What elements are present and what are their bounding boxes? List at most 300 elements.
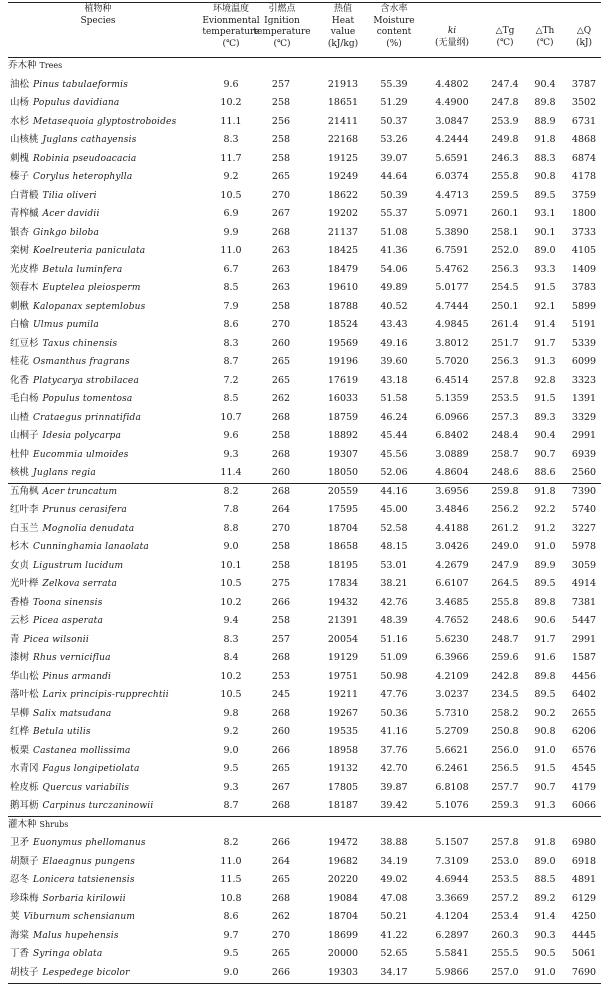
cell-hv: 19125	[327, 152, 359, 164]
cell-hv: 18704	[327, 522, 359, 534]
species-cn: 白玉兰	[10, 522, 39, 534]
cell-tg: 259.8	[491, 485, 519, 497]
cell-t: 10.2	[220, 670, 242, 682]
cell-ki: 4.8604	[435, 467, 469, 478]
header-tg: △Tg (℃)	[495, 26, 515, 48]
cell-t: 9.5	[223, 948, 239, 959]
cell-t: 10.8	[220, 892, 242, 904]
cell-ig: 268	[271, 652, 291, 663]
cell-ig: 265	[271, 874, 291, 885]
species-cn: 华山松	[10, 670, 39, 682]
table-row	[8, 353, 601, 372]
cell-th: 89.5	[534, 578, 556, 589]
species-cell	[10, 945, 102, 964]
header-ignition: 引燃点 Ignition temperature (℃)	[253, 4, 311, 49]
section-title-cn: 乔木种	[8, 60, 37, 71]
species-cell	[10, 927, 119, 946]
cell-t: 8.6	[223, 319, 239, 330]
species-latin: Idesia polycarpa	[42, 431, 122, 441]
species-cn: 光皮桦	[10, 263, 39, 275]
cell-mc: 45.56	[380, 448, 408, 460]
cell-hv: 19132	[327, 763, 359, 774]
table-row	[8, 742, 601, 761]
cell-hv: 18187	[327, 800, 359, 811]
cell-th: 91.7	[534, 337, 556, 349]
cell-ki: 4.7652	[435, 615, 469, 626]
cell-hv: 18524	[327, 319, 359, 330]
cell-mc: 51.16	[380, 633, 408, 645]
cell-q: 6099	[571, 356, 597, 367]
cell-mc: 41.22	[380, 929, 408, 941]
cell-tg: 258.1	[491, 226, 519, 238]
cell-hv: 19129	[327, 652, 359, 663]
table-row	[8, 464, 601, 483]
species-cell	[10, 316, 99, 335]
cell-ig: 270	[271, 189, 291, 201]
cell-hv: 19084	[327, 892, 359, 904]
cell-ki: 6.3966	[435, 652, 469, 663]
table-row	[8, 927, 601, 946]
cell-mc: 48.15	[380, 541, 408, 552]
cell-tg: 261.2	[491, 522, 519, 534]
cell-t: 8.2	[223, 837, 239, 848]
cell-ig: 260	[271, 726, 291, 737]
cell-ig: 258	[271, 430, 291, 441]
species-cell	[10, 427, 121, 446]
cell-q: 6066	[571, 800, 597, 811]
species-cn: 杜仲	[10, 448, 30, 460]
species-cell	[10, 279, 141, 298]
cell-ki: 5.1076	[435, 800, 469, 811]
cell-q: 3787	[571, 78, 597, 90]
species-latin: Tilia oliveri	[42, 190, 97, 201]
cell-t: 6.7	[223, 263, 239, 275]
table-row	[8, 261, 601, 280]
cell-tg: 248.7	[491, 633, 519, 645]
cell-tg: 259.5	[491, 189, 519, 201]
cell-tg: 234.5	[491, 689, 519, 700]
cell-mc: 38.21	[380, 578, 408, 589]
cell-ig: 268	[271, 411, 291, 423]
species-cell	[10, 76, 128, 95]
cell-tg: 255.8	[491, 596, 519, 608]
cell-ig: 270	[271, 522, 291, 534]
species-latin: Juglans cathayensis	[42, 135, 137, 145]
cell-ki: 4.1204	[435, 911, 469, 922]
cell-q: 3759	[571, 189, 597, 201]
table-row	[8, 964, 601, 983]
cell-ig: 267	[271, 208, 291, 219]
species-cell	[10, 890, 126, 909]
cell-mc: 47.76	[380, 689, 408, 700]
cell-q: 5061	[571, 948, 597, 959]
table-row	[8, 575, 601, 594]
cell-th: 89.2	[534, 892, 556, 904]
cell-mc: 50.37	[380, 115, 408, 127]
cell-q: 4868	[571, 134, 597, 145]
cell-ig: 266	[271, 837, 291, 848]
species-cn: 珍珠梅	[10, 892, 39, 904]
cell-q: 3059	[571, 559, 597, 571]
cell-t: 9.0	[223, 541, 239, 552]
cell-ki: 3.4685	[435, 596, 469, 608]
species-cn: 刺槐	[10, 152, 30, 164]
cell-th: 90.5	[534, 948, 556, 959]
cell-tg: 257.7	[491, 781, 519, 793]
cell-hv: 18892	[327, 430, 359, 441]
cell-ig: 265	[271, 356, 291, 367]
cell-tg: 253.9	[491, 115, 519, 127]
cell-hv: 20220	[327, 874, 359, 885]
cell-ki: 5.6621	[435, 744, 469, 756]
cell-mc: 49.02	[380, 874, 408, 885]
cell-t: 11.4	[220, 467, 242, 478]
cell-q: 5339	[571, 337, 597, 349]
cell-t: 8.7	[223, 356, 239, 367]
cell-mc: 42.76	[380, 596, 408, 608]
section-title-cn: 灌木种	[8, 818, 37, 830]
table-row	[8, 723, 601, 742]
cell-ki: 7.3109	[435, 855, 469, 867]
cell-th: 93.3	[534, 263, 556, 275]
cell-mc: 52.06	[380, 467, 408, 478]
cell-ki: 4.4802	[435, 78, 469, 90]
cell-ki: 5.5841	[435, 948, 469, 959]
species-cn: 领春木	[10, 282, 39, 293]
cell-ig: 260	[271, 337, 291, 349]
table-row	[8, 76, 601, 95]
cell-ig: 265	[271, 948, 291, 959]
cell-mc: 45.44	[380, 430, 408, 441]
species-latin: Corylus heterophylla	[33, 172, 133, 182]
cell-mc: 45.00	[380, 504, 408, 515]
species-latin: Taxus chinensis	[42, 338, 118, 349]
species-cell	[10, 686, 169, 705]
cell-ig: 270	[271, 929, 291, 941]
cell-tg: 250.1	[491, 300, 519, 312]
cell-ig: 265	[271, 374, 291, 386]
species-cell	[10, 261, 122, 280]
species-cn: 毛白杨	[10, 393, 39, 404]
cell-tg: 253.5	[491, 393, 519, 404]
cell-ki: 5.3890	[435, 226, 469, 238]
table-row	[8, 705, 601, 724]
cell-mc: 51.08	[380, 226, 408, 238]
cell-th: 91.5	[534, 763, 556, 774]
cell-t: 10.5	[220, 689, 242, 700]
cell-q: 4456	[571, 670, 597, 682]
species-cn: 白榆	[10, 319, 30, 330]
cell-hv: 18658	[327, 541, 359, 552]
cell-t: 8.4	[223, 652, 239, 663]
cell-t: 11.5	[220, 874, 242, 885]
cell-ki: 4.4900	[435, 97, 469, 108]
cell-ki: 5.7020	[435, 356, 469, 367]
table-row	[8, 224, 601, 243]
species-cell	[10, 224, 99, 243]
table-row	[8, 205, 601, 224]
cell-mc: 41.16	[380, 726, 408, 737]
table-row	[8, 631, 601, 650]
cell-ki: 6.0374	[435, 171, 469, 182]
species-cn: 核桃	[10, 467, 30, 478]
cell-mc: 43.43	[380, 319, 408, 330]
cell-t: 11.7	[220, 152, 242, 164]
header-moisture: 含水率 Moisture content (%)	[373, 4, 415, 49]
species-latin: Zelkova serrata	[42, 579, 118, 589]
species-latin: Ulmus pumila	[33, 320, 99, 330]
cell-tg: 255.8	[491, 171, 519, 182]
cell-t: 8.3	[223, 337, 239, 349]
cell-hv: 19202	[327, 208, 359, 219]
cell-hv: 19249	[327, 171, 359, 182]
species-cn: 银杏	[10, 226, 30, 238]
cell-ig: 268	[271, 800, 291, 811]
species-cn: 漆树	[10, 652, 30, 663]
cell-ig: 266	[271, 596, 291, 608]
cell-hv: 21913	[327, 78, 359, 90]
cell-hv: 18425	[327, 245, 359, 256]
species-cell	[10, 797, 153, 816]
species-cell	[10, 113, 176, 132]
cell-th: 91.2	[534, 522, 556, 534]
table-row	[8, 187, 601, 206]
cell-t: 9.0	[223, 744, 239, 756]
table-row	[8, 779, 601, 798]
cell-th: 89.8	[534, 97, 556, 108]
species-cn: 红桦	[10, 726, 30, 737]
species-latin: Malus hupehensis	[33, 930, 119, 941]
cell-th: 91.5	[534, 282, 556, 293]
species-cell	[10, 871, 135, 890]
cell-t: 9.2	[223, 171, 239, 182]
species-cn: 白背椴	[10, 189, 39, 201]
cell-ig: 253	[271, 670, 291, 682]
cell-ig: 263	[271, 282, 291, 293]
species-cell	[10, 742, 131, 761]
species-cn: 杉木	[10, 541, 30, 552]
header-th: △Th (℃)	[535, 26, 555, 48]
cell-t: 9.2	[223, 726, 239, 737]
species-latin: Kalopanax septemlobus	[33, 301, 146, 312]
cell-ig: 268	[271, 226, 291, 238]
cell-ig: 258	[271, 152, 291, 164]
cell-tg: 259.6	[491, 652, 519, 663]
cell-hv: 20054	[327, 633, 359, 645]
species-cell	[10, 612, 103, 631]
cell-mc: 50.21	[380, 911, 408, 922]
cell-t: 10.2	[220, 596, 242, 608]
cell-tg: 250.8	[491, 726, 519, 737]
species-cn: 青榨槭	[10, 208, 39, 219]
species-latin: Betula luminfera	[42, 264, 123, 275]
cell-ig: 262	[271, 911, 291, 922]
cell-q: 3329	[571, 411, 597, 423]
cell-ki: 4.2109	[435, 670, 469, 682]
table-row	[8, 797, 601, 816]
cell-ki: 4.4713	[435, 189, 469, 201]
species-latin: Crataegus prinnatifida	[33, 412, 142, 423]
cell-th: 91.4	[534, 319, 556, 330]
cell-tg: 258.7	[491, 448, 519, 460]
table-header	[8, 4, 601, 56]
species-latin: Syringa oblata	[33, 949, 103, 959]
species-cell	[10, 168, 132, 187]
cell-mc: 47.08	[380, 892, 408, 904]
cell-mc: 44.64	[380, 171, 408, 182]
species-cell	[10, 538, 149, 557]
table-row	[8, 279, 601, 298]
species-latin: Eucommia ulmoides	[33, 449, 129, 460]
cell-q: 6576	[571, 744, 597, 756]
cell-t: 9.9	[223, 226, 239, 238]
cell-ig: 258	[271, 559, 291, 571]
table-row	[8, 834, 601, 853]
cell-th: 92.2	[534, 504, 556, 515]
cell-ig: 257	[271, 633, 291, 645]
cell-t: 10.2	[220, 97, 242, 108]
section-title	[8, 816, 68, 835]
cell-th: 90.3	[534, 929, 556, 941]
species-cell	[10, 668, 111, 687]
cell-hv: 19682	[327, 855, 359, 867]
cell-ki: 3.0847	[435, 115, 469, 127]
cell-t: 8.8	[223, 522, 239, 534]
cell-hv: 18479	[327, 263, 359, 275]
cell-ki: 5.0177	[435, 282, 469, 293]
cell-t: 10.5	[220, 189, 242, 201]
cell-tg: 247.4	[491, 78, 519, 90]
species-cell	[10, 760, 140, 779]
table-row	[8, 557, 601, 576]
table-row	[8, 890, 601, 909]
cell-hv: 21137	[327, 226, 359, 238]
cell-q: 3783	[571, 282, 597, 293]
species-cn: 鹅耳枥	[10, 800, 39, 811]
species-latin: Acer truncatum	[42, 486, 118, 497]
cell-ig: 270	[271, 319, 291, 330]
table-row	[8, 335, 601, 354]
table-row	[8, 298, 601, 317]
cell-th: 89.5	[534, 689, 556, 700]
cell-tg: 247.9	[491, 559, 519, 571]
cell-hv: 21411	[327, 115, 359, 127]
cell-t: 8.5	[223, 393, 239, 404]
cell-th: 89.5	[534, 189, 556, 201]
cell-tg: 242.8	[491, 670, 519, 682]
cell-th: 91.8	[534, 485, 556, 497]
top-rule	[8, 2, 601, 3]
cell-t: 11.0	[220, 245, 242, 256]
cell-ki: 6.4514	[435, 374, 469, 386]
cell-ki: 5.9866	[435, 966, 469, 978]
cell-ig: 266	[271, 744, 291, 756]
species-cn: 旱柳	[10, 707, 30, 719]
species-cell	[10, 705, 111, 724]
species-latin: Koelreuteria paniculata	[33, 246, 146, 256]
cell-mc: 40.52	[380, 300, 408, 312]
cell-q: 2560	[571, 467, 597, 478]
species-cell	[10, 205, 100, 224]
cell-hv: 18958	[327, 744, 359, 756]
table-row	[8, 945, 601, 964]
cell-q: 5447	[571, 615, 597, 626]
cell-hv: 20000	[327, 948, 359, 959]
cell-t: 8.3	[223, 134, 239, 145]
cell-th: 89.8	[534, 670, 556, 682]
species-cell	[10, 446, 129, 465]
cell-q: 5899	[571, 300, 597, 312]
cell-hv: 18788	[327, 300, 359, 312]
species-cell	[10, 242, 145, 261]
cell-ki: 4.7444	[435, 300, 469, 312]
cell-hv: 18759	[327, 411, 359, 423]
cell-ig: 275	[271, 578, 291, 589]
cell-tg: 256.3	[491, 356, 519, 367]
cell-ki: 5.1359	[435, 393, 469, 404]
cell-mc: 53.01	[380, 559, 408, 571]
cell-q: 5978	[571, 541, 597, 552]
species-cn: 云杉	[10, 615, 30, 626]
species-latin: Euonymus phellomanus	[33, 838, 146, 848]
species-latin: Ginkgo biloba	[33, 227, 100, 238]
cell-ig: 258	[271, 97, 291, 108]
cell-q: 3502	[571, 97, 597, 108]
species-cell	[10, 557, 123, 576]
species-cn: 胡颓子	[10, 855, 39, 867]
cell-th: 92.8	[534, 374, 556, 386]
cell-mc: 51.09	[380, 652, 408, 663]
cell-ig: 245	[271, 689, 291, 700]
cell-th: 90.7	[534, 448, 556, 460]
species-cell	[10, 353, 130, 372]
table-row	[8, 520, 601, 539]
cell-tg: 249.8	[491, 134, 519, 145]
section-divider	[8, 816, 601, 817]
cell-th: 88.6	[534, 467, 556, 478]
species-cn: 山杨	[10, 97, 30, 108]
cell-mc: 50.36	[380, 707, 408, 719]
cell-mc: 51.58	[380, 393, 408, 404]
cell-mc: 53.26	[380, 134, 408, 145]
cell-ki: 4.4188	[435, 522, 469, 534]
cell-hv: 21391	[327, 615, 359, 626]
table-row	[8, 242, 601, 261]
cell-ki: 6.0966	[435, 411, 469, 423]
cell-q: 2655	[571, 707, 597, 719]
species-cell	[10, 372, 139, 391]
cell-ig: 268	[271, 448, 291, 460]
cell-q: 6731	[571, 115, 597, 127]
section-title	[8, 57, 62, 76]
species-cn: 海棠	[10, 929, 30, 941]
cell-t: 10.7	[220, 411, 242, 423]
cell-t: 9.4	[223, 615, 239, 626]
cell-mc: 50.39	[380, 189, 408, 201]
cell-mc: 54.06	[380, 263, 408, 275]
species-latin: Quercus variabilis	[42, 782, 130, 793]
cell-tg: 259.3	[491, 800, 519, 811]
cell-hv: 19751	[327, 670, 359, 682]
species-cell	[10, 575, 117, 594]
cell-mc: 46.24	[380, 411, 408, 423]
cell-q: 7690	[571, 966, 597, 978]
cell-t: 11.0	[220, 855, 242, 867]
cell-ig: 258	[271, 134, 291, 145]
cell-mc: 41.36	[380, 245, 408, 256]
cell-th: 90.6	[534, 615, 556, 626]
species-cell	[10, 464, 96, 483]
